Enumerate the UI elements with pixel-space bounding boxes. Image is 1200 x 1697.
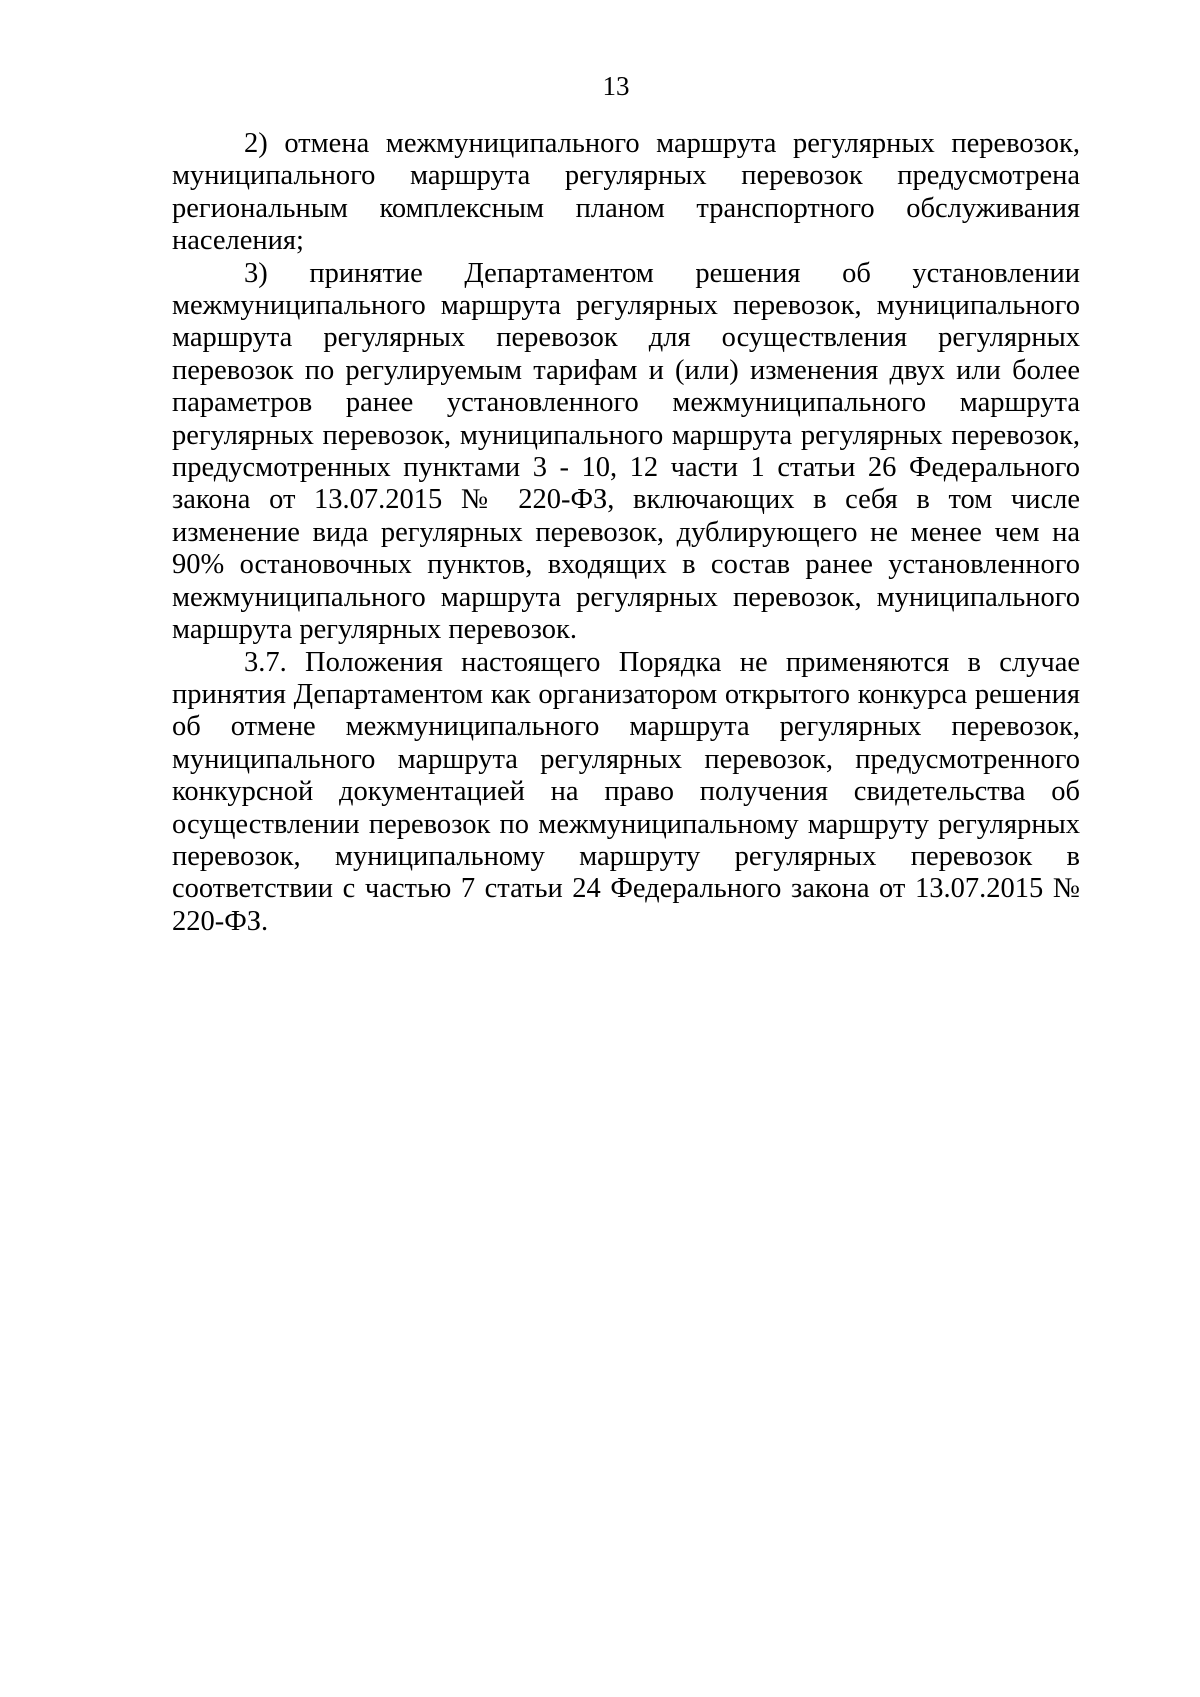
document-body — [172, 128, 1080, 938]
paragraph-item-3: 3) принятие Департаментом решения об установлении межмуниципального маршрута регулярных перевозок, муниципального маршрута регулярных перевозок для осуществления регулярных перевозок по регулируемым тарифам и (или) изменения двух или более параметров ранее установленного межмуниципального маршрута регулярных перевозок, муниципального маршрута регулярных перевозок, предусмотренных пунктами 3 - 10, 12 части 1 статьи 26 Федерального закона от 13.07.2015 № 220-ФЗ, включающих в себя в том числе изменение вида регулярных перевозок, дублирующего не менее чем на 90% остановочных пунктов, входящих в состав ранее установленного межмуниципального маршрута регулярных перевозок, муниципального маршрута регулярных перевозок. — [172, 257, 1080, 646]
paragraph-item-2: 2) отмена межмуниципального маршрута регулярных перевозок, муниципального маршрута регулярных перевозок предусмотрена региональным комплексным планом транспортного обслуживания населения; — [172, 128, 1080, 257]
paragraph-clause-3-7: 3.7. Положения настоящего Порядка не применяются в случае принятия Департаментом как организатором открытого конкурса решения об отмене межмуниципального маршрута регулярных перевозок, муниципального маршрута регулярных перевозок, предусмотренного конкурсной документацией на право получения свидетельства об осуществлении перевозок по межмуниципальному маршруту регулярных перевозок, муниципальному маршруту регулярных перевозок в соответствии с частью 7 статьи 24 Федерального закона от 13.07.2015 № 220-ФЗ. — [172, 646, 1080, 937]
page-number: 13 — [602, 71, 630, 101]
